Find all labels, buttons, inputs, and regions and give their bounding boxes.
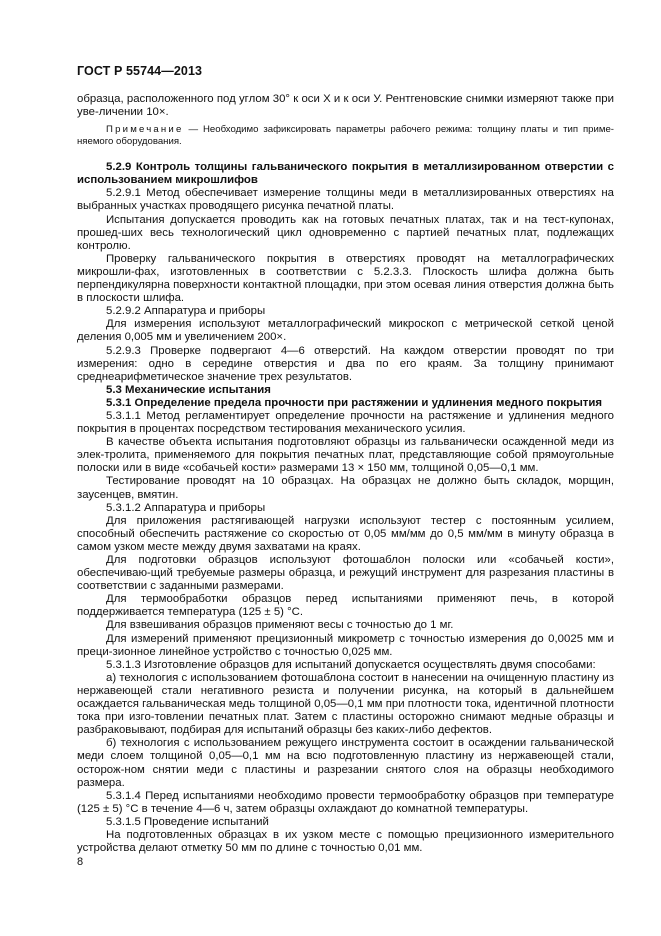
paragraph: Для измерений применяют прецизионный микрометр с точностью измерения до 0,0025 мм и преци-зионное линейное устройство с точностью 0,025 мм. [77,632,614,658]
paragraph: Для термообработки образцов перед испытаниями применяют печь, в которой поддерживается температура (125 ± 5) °С. [77,593,614,619]
paragraph: образца, расположенного под углом 30° к оси Х и к оси У. Рентгеновские снимки измеряют также при уве-личении 10×. [77,93,614,119]
document-body [77,93,614,855]
paragraph: 5.2.9.1 Метод обеспечивает измерение толщины меди в металлизированных отверстиях на выбранных участках проводящего рисунка печатной платы. [77,187,614,213]
note-label: Примечание [106,124,184,136]
paragraph: Для приложения растягивающей нагрузки используют тестер с постоянным усилием, способный обеспечить растяжение со скоростью от 0,05 мм/мм до 0,5 мм/мм в минуту образца в самом узком месте между двумя захватами на краях. [77,514,614,553]
list-item: а) технология с использованием фотошаблона состоит в нанесении на очищенную пластину из нержавеющей стали негативного резиста и получении рисунка, на который в дальнейшем осаждается гальваническая медь толщиной 0,05—0,1 мм при плотности тока, идентичной плотности тока при изго-товлении печатных плат. Затем с пластины осторожно снимают медные образцы и разбраковывают, подбирая для испытаний образцы без каких-либо дефектов. [77,671,614,737]
page-number: 8 [77,856,84,868]
paragraph: На подготовленных образцах в их узком месте с помощью прецизионного измерительного устройства делают отметку 50 мм по длине с точностью 0,01 мм. [77,828,614,855]
paragraph: 5.2.9.3 Проверке подвергают 4—6 отверстий. На каждом отверстии проводят по три измерения: одно в середине отверстия и два по его краям. За толщину принимают среднеарифметическое значение трех результатов. [77,344,614,383]
paragraph: 5.3.1.4 Перед испытаниями необходимо провести термообработку образцов при температуре (125 ± 5) °С в течение 4—6 ч, затем образцы охлаждают до комнатной температуры. [77,789,614,815]
paragraph: Тестирование проводят на 10 образцах. На образцах не должно быть складок, морщин, заусенцев, вмятин. [77,475,614,501]
paragraph: Для подготовки образцов используют фотошаблон полоски или «собачьей кости», обеспечиваю-щий требуемые размеры образца, и режущий инструмент для разрезания пластины в соответствии с заданными размерами. [77,554,614,593]
section-heading: 5.3 Механические испытания [106,383,271,396]
section-heading: 5.2.9 Контроль толщины гальванического покрытия в металлизированном отверстии с использованием микрошлифов [77,161,614,187]
paragraph: Для взвешивания образцов применяют весы с точностью до 1 мг. [106,619,454,632]
paragraph: Испытания допускается проводить как на готовых печатных платах, так и на тест-купонах, прошед-ших весь технологический цикл одновременно с партией печатных плат, подлежащих контролю. [77,213,614,252]
section-heading: 5.3.1 Определение предела прочности при растяжении и удлинения медного покрытия [106,396,603,409]
paragraph: 5.3.1.1 Метод регламентирует определение прочности на растяжение и удлинения медного покрытия в процентах посредством тестирования механического усилия. [77,409,614,436]
paragraph: В качестве объекта испытания подготовляют образцы из гальванически осажденной меди из элек-тролита, применяемого для покрытия печатных плат, представляющие собой прямоугольные полоски или в виде «собачьей кости» размерами 13 × 150 мм, толщиной 0,05—0,1 мм. [77,436,614,475]
subsection-heading: 5.2.9.2 Аппаратура и приборы [106,305,266,318]
paragraph: Проверку гальванического покрытия в отверстиях проводят на металлографических микрошли-фах, изготовленных в соответствии с 5.2.3.3. Плоскость шлифа должна быть перпендикулярна поверхности контактной площадки, при этом осевая линия отверстия должна быть в плоскости шлифа. [77,252,614,305]
note [77,124,614,148]
list-item: б) технология с использованием режущего инструмента состоит в осаждении гальванической меди слоем толщиной 0,05—0,1 мм на всю подготовленную пластину из нержавеющей стали, осторож-ном снятии меди с пластины и разрезании снятого слоя на образцы необходимого размера. [77,737,614,789]
subsection-heading: 5.3.1.2 Аппаратура и приборы [106,501,266,514]
subsection-heading: 5.3.1.5 Проведение испытаний [106,815,269,828]
document-header: ГОСТ Р 55744—2013 [77,64,203,78]
note-text: — Необходимо зафиксировать параметры рабочего режима: толщину платы и тип приме-няемого оборудования. [77,124,614,148]
paragraph: 5.3.1.3 Изготовление образцов для испытаний допускается осуществлять двумя способами: [106,658,596,671]
paragraph: Для измерения используют металлографический микроскоп с метрической сеткой ценой деления 0,005 мм и увеличением 200×. [77,318,614,344]
